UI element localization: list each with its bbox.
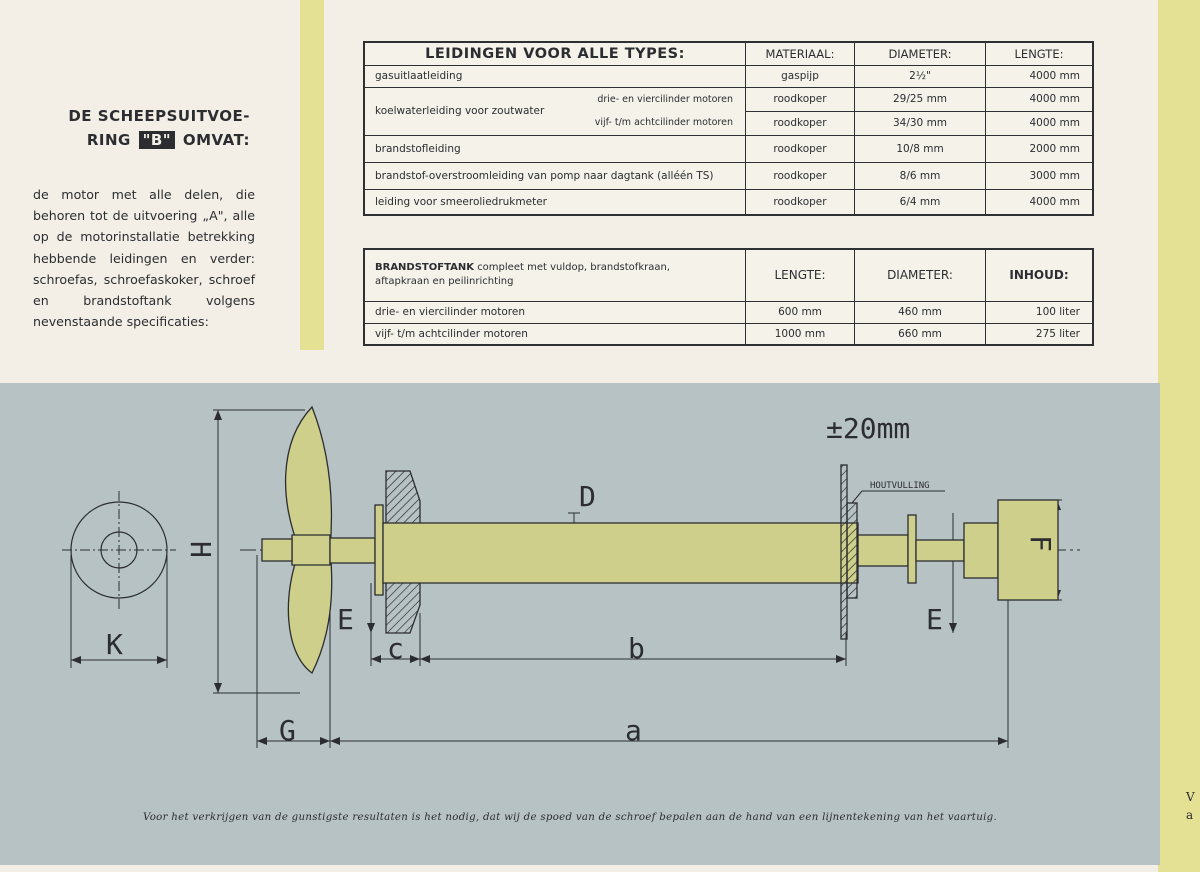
edge-fragment-2: a — [1186, 808, 1194, 822]
dim-label-f: F — [1024, 535, 1057, 552]
tank-row-name: vijf- t/m achtcilinder motoren — [364, 323, 746, 345]
col-length: LENGTE: — [986, 42, 1094, 65]
row-material: roodkoper — [746, 87, 855, 111]
filler-note: HOUTVULLING — [870, 481, 930, 491]
tank-header-row — [364, 249, 1093, 301]
row-diameter: 34/30 mm — [855, 111, 986, 135]
tank-row-content: 275 liter — [986, 323, 1094, 345]
tank-title-rest-1: compleet met vuldop, brandstofkraan, — [477, 262, 670, 274]
row-name: brandstofleiding — [364, 135, 746, 162]
row-diameter: 29/25 mm — [855, 87, 986, 111]
tank-col-content: INHOUD: — [986, 249, 1094, 301]
row-material: roodkoper — [746, 111, 855, 135]
tank-col-length: LENGTE: — [746, 249, 855, 301]
row-sub: vijf- t/m achtcilinder motoren — [571, 111, 746, 135]
row-material: roodkoper — [746, 189, 855, 215]
dim-label-e-left: E — [337, 603, 354, 636]
stern-tube — [383, 523, 858, 583]
shaft-end-left — [330, 538, 375, 563]
dim-label-k: K — [106, 628, 123, 661]
intro-body: de motor met alle delen, die behoren tot de uitvoering „A", alle op de motorinstallatie betrekking hebbende leidingen en verder: schroefas, schroefaskoker, schroef en brandstoftank volgens nevenstaande specificaties: — [33, 187, 255, 330]
intro-heading — [60, 104, 250, 152]
tank-row-length: 600 mm — [746, 301, 855, 323]
footnote: Voor het verkrijgen van de gunstigste resultaten is het nodig, dat wij de spoed van de schroef bepalen aan de hand van een lijnentekening van het vaartuig. — [142, 812, 997, 823]
heading-ring: RING — [86, 131, 131, 149]
row-diameter: 6/4 mm — [855, 189, 986, 215]
row-diameter: 8/6 mm — [855, 162, 986, 189]
row-name: leiding voor smeeroliedrukmeter — [364, 189, 746, 215]
edge-fragment-1: V — [1186, 790, 1195, 804]
stern-flange — [375, 505, 383, 595]
row-length: 4000 mm — [986, 111, 1094, 135]
table-row — [364, 323, 1093, 345]
inner-shaft-2 — [916, 540, 964, 561]
yellow-strip-right — [1158, 0, 1200, 872]
propeller-nut — [262, 539, 292, 561]
tank-title-bold: BRANDSTOFTANK — [375, 262, 474, 274]
dim-label-e-right: E — [926, 603, 943, 636]
col-diameter: DIAMETER: — [855, 42, 986, 65]
tank-row-length: 1000 mm — [746, 323, 855, 345]
row-name: koelwaterleiding voor zoutwater — [364, 87, 571, 135]
heading-badge-b: "B" — [139, 131, 176, 149]
row-length: 4000 mm — [986, 65, 1094, 87]
row-name: brandstof-overstroomleiding van pomp naar dagtank (alléén TS) — [364, 162, 746, 189]
tank-row-diameter: 460 mm — [855, 301, 986, 323]
dim-label-a: a — [625, 714, 642, 747]
tank-col-diameter: DIAMETER: — [855, 249, 986, 301]
dim-label-h: H — [184, 541, 217, 558]
table-row — [364, 87, 1093, 111]
table-row — [364, 162, 1093, 189]
pipes-table — [363, 41, 1094, 216]
bulkhead — [841, 465, 847, 639]
row-diameter: 2½" — [855, 65, 986, 87]
row-name: gasuitlaatleiding — [364, 65, 746, 87]
row-length: 3000 mm — [986, 162, 1094, 189]
col-material: MATERIAAL: — [746, 42, 855, 65]
drawing-background — [0, 383, 1160, 865]
row-sub: drie- en viercilinder motoren — [571, 87, 746, 111]
inner-shaft — [858, 535, 908, 566]
heading-omvat: OMVAT: — [182, 131, 250, 149]
heading-line-2 — [60, 128, 250, 152]
table-row — [364, 65, 1093, 87]
yellow-strip-left — [300, 0, 324, 350]
wood-filler — [847, 503, 857, 598]
table-row — [364, 135, 1093, 162]
tank-table — [363, 248, 1094, 346]
row-length: 2000 mm — [986, 135, 1094, 162]
row-length: 4000 mm — [986, 87, 1094, 111]
table-row — [364, 301, 1093, 323]
propeller-hub — [292, 535, 330, 565]
tank-row-name: drie- en viercilinder motoren — [364, 301, 746, 323]
heading-line-1: DE SCHEEPSUITVOE- — [68, 107, 250, 125]
propeller-shaft-drawing — [0, 383, 1160, 865]
row-material: roodkoper — [746, 162, 855, 189]
pipes-title: LEIDINGEN VOOR ALLE TYPES: — [364, 42, 746, 65]
dim-label-c: c — [387, 632, 404, 665]
dim-label-b: b — [628, 632, 645, 665]
tank-row-content: 100 liter — [986, 301, 1094, 323]
row-material: roodkoper — [746, 135, 855, 162]
table-row — [364, 189, 1093, 215]
pipes-header-row — [364, 42, 1093, 65]
dim-label-g: G — [279, 714, 296, 747]
tank-title — [364, 249, 746, 301]
dim-label-d: D — [579, 480, 596, 513]
coupling-neck — [964, 523, 998, 578]
row-diameter: 10/8 mm — [855, 135, 986, 162]
row-length: 4000 mm — [986, 189, 1094, 215]
tolerance-label: ±20mm — [826, 412, 911, 445]
inner-flange — [908, 515, 916, 583]
row-material: gaspijp — [746, 65, 855, 87]
tank-row-diameter: 660 mm — [855, 323, 986, 345]
tank-title-rest-2: aftapkraan en peilinrichting — [375, 276, 514, 288]
